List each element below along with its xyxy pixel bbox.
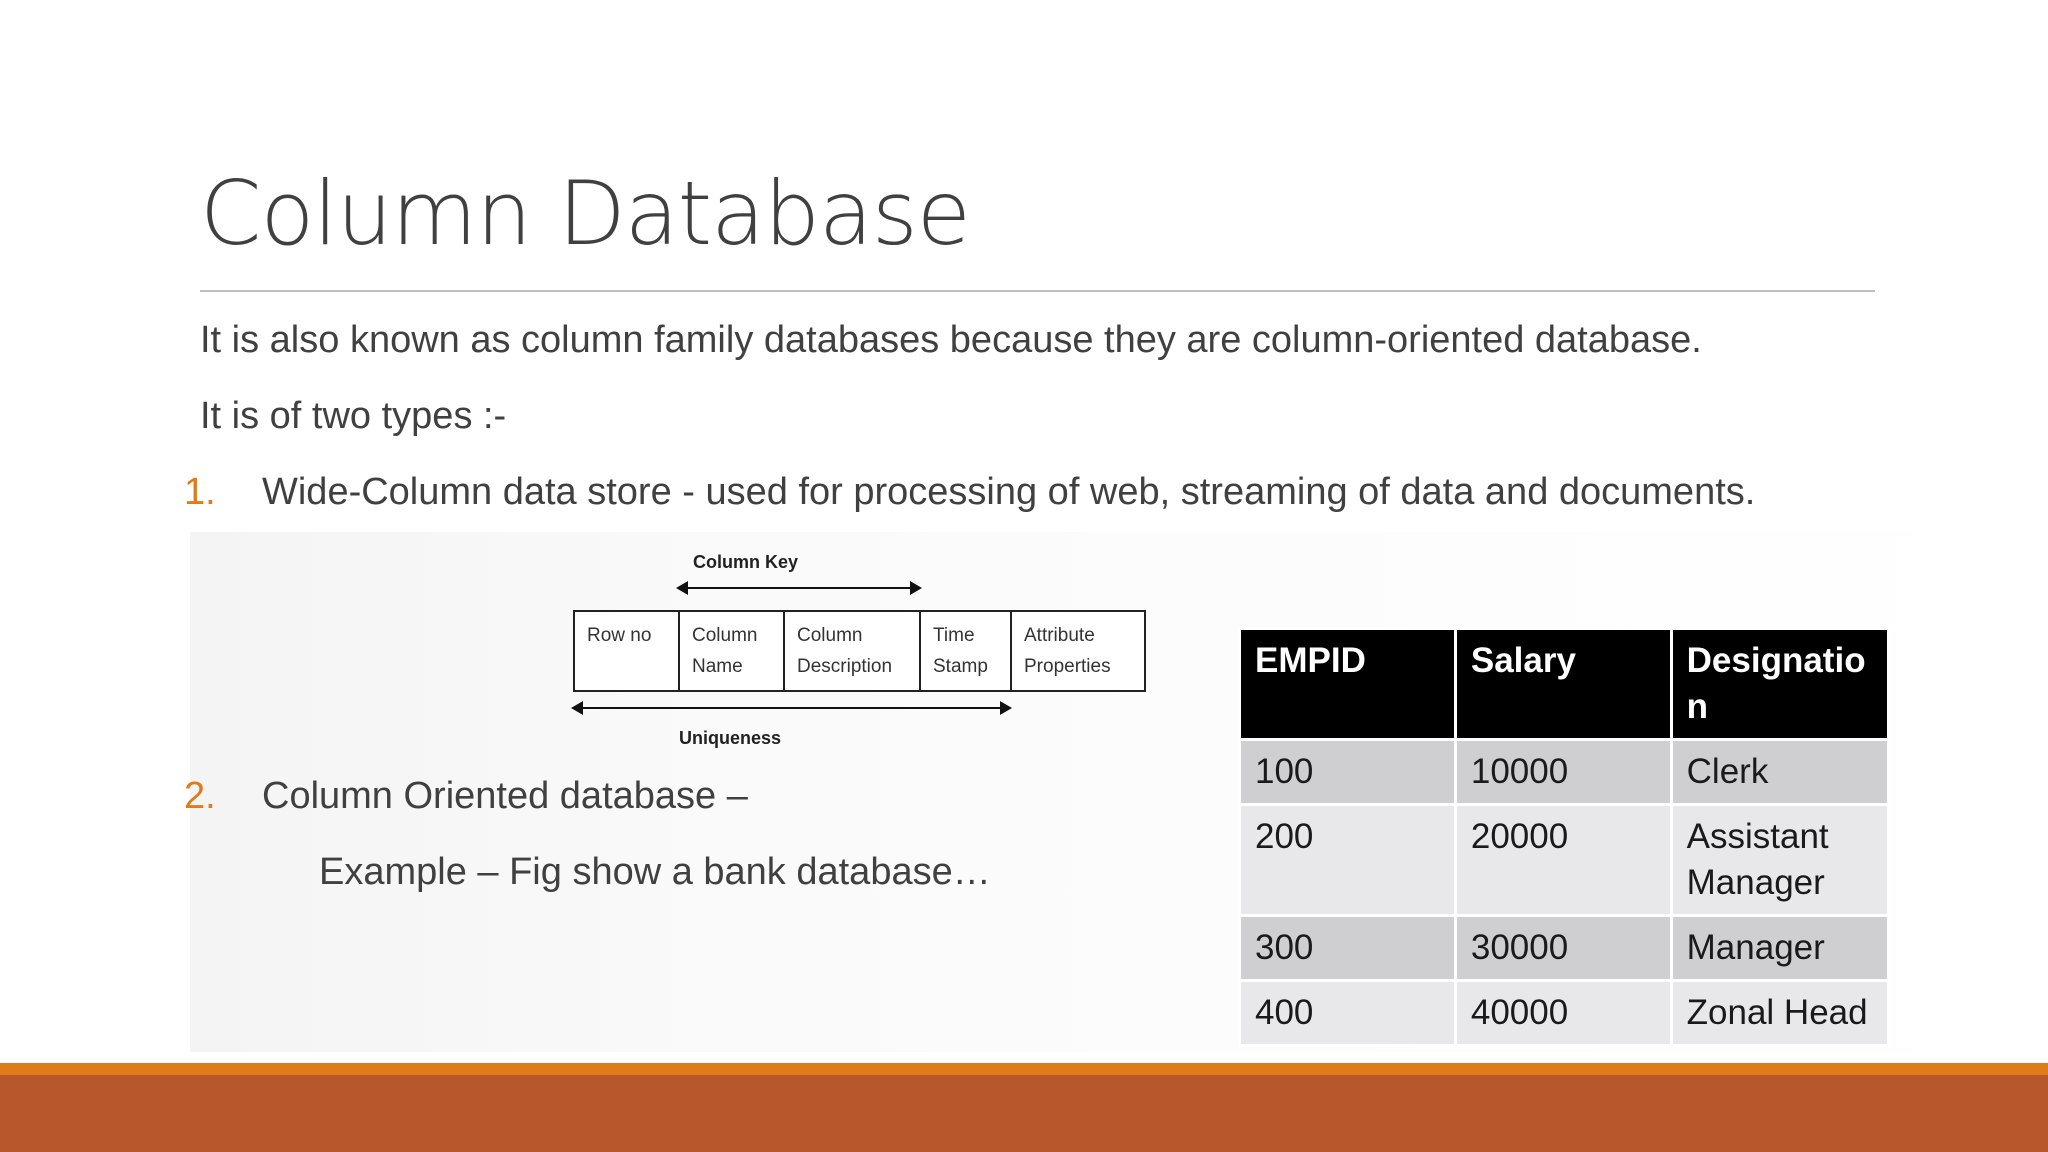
cell-line: Properties	[1024, 656, 1111, 677]
cell-line: Time	[933, 625, 975, 646]
footer-accent-stripe	[0, 1063, 2048, 1075]
table-row	[1240, 805, 1889, 916]
example-text: Example – Fig show a bank database…	[319, 851, 991, 893]
header-salary: Salary	[1455, 629, 1671, 740]
column-diagram	[540, 540, 1160, 760]
table-cell: 300	[1240, 916, 1456, 981]
header-empid: EMPID	[1240, 629, 1456, 740]
uniqueness-label: Uniqueness	[679, 728, 782, 748]
table-cell: 10000	[1455, 740, 1671, 805]
table-cell: 30000	[1455, 916, 1671, 981]
table-cell: Clerk	[1671, 740, 1888, 805]
slide-title: Column Database	[200, 162, 970, 265]
title-divider	[200, 290, 1875, 292]
diagram-cell	[680, 612, 785, 690]
table-cell: 200	[1240, 805, 1456, 916]
table-cell: 100	[1240, 740, 1456, 805]
cell-line: Attribute	[1024, 625, 1095, 646]
list-item-2-number: 2.	[184, 775, 216, 817]
table-row	[1240, 916, 1889, 981]
table-cell: 40000	[1455, 981, 1671, 1046]
diagram-cell	[575, 612, 680, 690]
cell-line: Column	[797, 625, 863, 646]
column-key-arrow	[678, 587, 920, 589]
diagram-cell	[785, 612, 921, 690]
column-key-label: Column Key	[693, 552, 799, 572]
intro-text: It is also known as column family databases because they are column-oriented database.	[200, 319, 1702, 361]
types-text: It is of two types :-	[200, 395, 507, 437]
table-cell: 400	[1240, 981, 1456, 1046]
diagram-cell	[1012, 612, 1144, 690]
cell-line: Column	[692, 625, 758, 646]
cell-line: Stamp	[933, 656, 988, 677]
footer-bar	[0, 1075, 2048, 1152]
table-row	[1240, 740, 1889, 805]
table-cell: 20000	[1455, 805, 1671, 916]
employee-table	[1238, 627, 1890, 1047]
uniqueness-arrow	[573, 707, 1010, 709]
table-row	[1240, 981, 1889, 1046]
list-item-1-text: Wide-Column data store - used for processing of web, streaming of data and documents.	[262, 471, 1756, 513]
header-designation: Designation	[1671, 629, 1888, 740]
diagram-cell	[921, 612, 1012, 690]
list-item-2-text: Column Oriented database –	[262, 775, 748, 817]
cell-line: Description	[797, 656, 893, 677]
column-structure-box	[573, 610, 1146, 692]
table-cell: Manager	[1671, 916, 1888, 981]
cell-line: Name	[692, 656, 743, 677]
table-header-row	[1240, 629, 1889, 740]
table-cell: Zonal Head	[1671, 981, 1888, 1046]
list-item-1-number: 1.	[184, 471, 216, 513]
cell-line: Row no	[587, 625, 652, 646]
table-cell: Assistant Manager	[1671, 805, 1888, 916]
